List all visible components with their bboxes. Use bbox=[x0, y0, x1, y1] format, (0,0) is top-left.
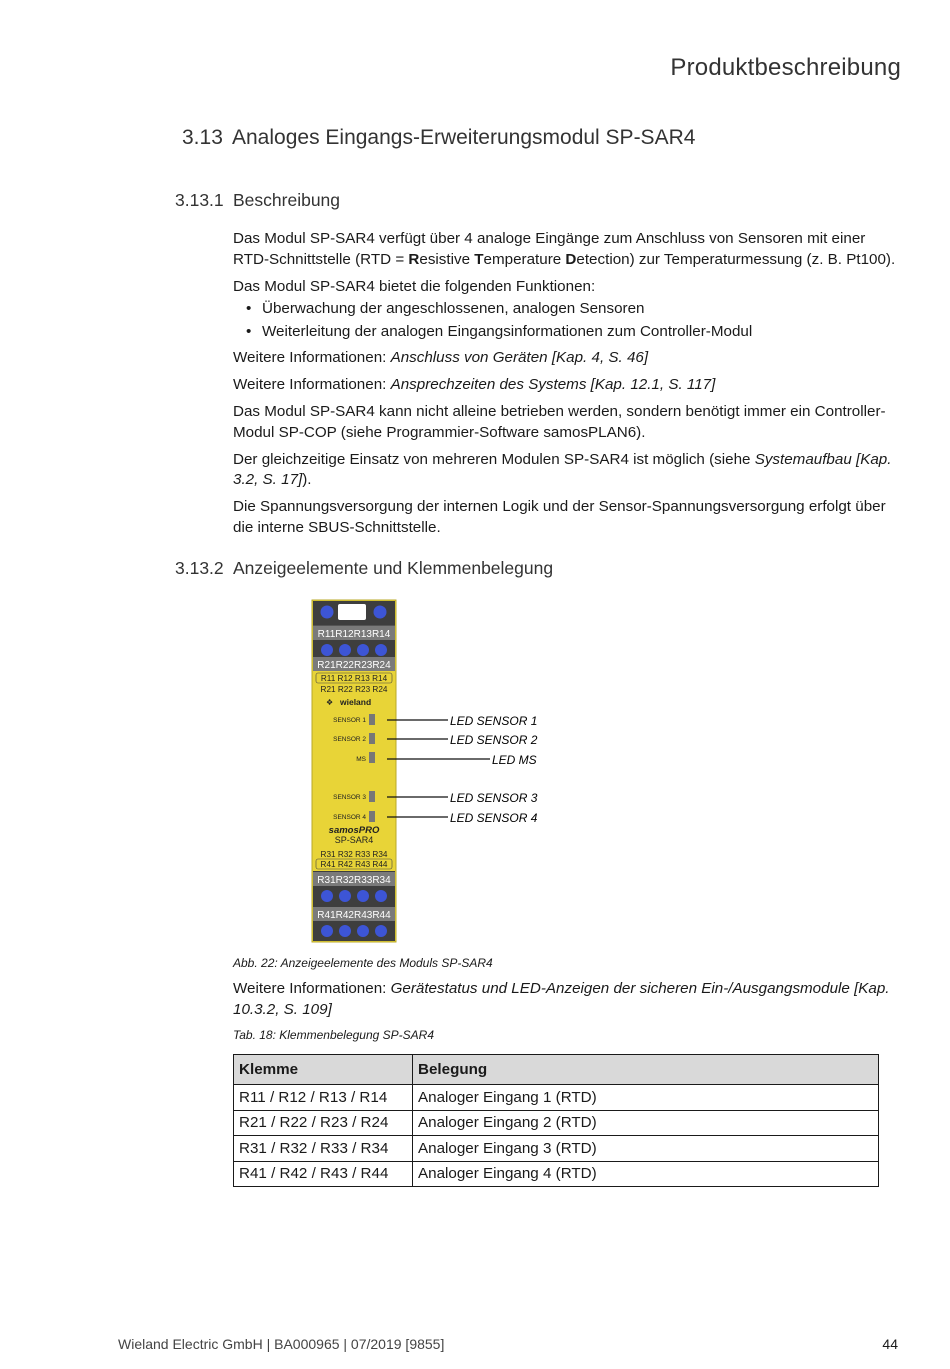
terminal-labels-top-1: R11R12R13R14 bbox=[317, 629, 391, 640]
screw-icon bbox=[321, 925, 333, 937]
cross-reference-link[interactable]: Systemaufbau [Kap. 3.2, S. 17] bbox=[233, 450, 892, 488]
led-ms bbox=[369, 752, 375, 763]
led-sensor-2 bbox=[369, 733, 375, 744]
wieland-connector-icon bbox=[338, 604, 366, 620]
screw-icon bbox=[374, 606, 387, 619]
subsection-number: 3.13.2 bbox=[175, 558, 224, 578]
section-number: 3.13 bbox=[182, 126, 223, 149]
table-cell: Analoger Eingang 1 (RTD) bbox=[413, 1085, 879, 1111]
paragraph-functions: Das Modul SP-SAR4 bietet die folgenden Funktionen: bbox=[233, 277, 596, 295]
led-sensor-4 bbox=[369, 811, 375, 822]
info-line-3: Weitere Informationen: Gerätestatus und LED-Anzeigen der sicheren Ein-/Ausgangsmodule [Kap. 10.3.2, S. 109] bbox=[233, 980, 890, 1018]
description-body bbox=[233, 229, 905, 545]
column-header: Belegung bbox=[413, 1055, 879, 1085]
print-label-r1: R11 R12 R13 R14 bbox=[320, 674, 388, 683]
info-line-2: Weitere Informationen: Ansprechzeiten des Systems [Kap. 12.1, S. 117] bbox=[233, 376, 716, 393]
table-cell: R31 / R32 / R33 / R34 bbox=[234, 1136, 413, 1162]
function-list bbox=[233, 299, 905, 342]
table-row bbox=[234, 1085, 879, 1111]
page-number: 44 bbox=[882, 1336, 898, 1352]
screw-icon bbox=[321, 606, 334, 619]
table-row bbox=[234, 1110, 879, 1136]
callout-led-sensor-3: LED SENSOR 3 bbox=[450, 791, 538, 805]
led-label: SENSOR 4 bbox=[333, 814, 366, 821]
table-row bbox=[234, 1136, 879, 1162]
screw-icon bbox=[375, 890, 387, 902]
terminal-labels-top-2: R21R22R23R24 bbox=[317, 660, 391, 671]
print-label-r2: R21 R22 R23 R24 bbox=[320, 685, 388, 694]
screw-icon bbox=[339, 925, 351, 937]
page-footer: Wieland Electric GmbH | BA000965 | 07/2019 [9855] bbox=[118, 1336, 445, 1352]
callout-led-sensor-2: LED SENSOR 2 bbox=[450, 733, 538, 747]
table-caption: Tab. 18: Klemmenbelegung SP-SAR4 bbox=[233, 1028, 435, 1042]
subsection-heading-2 bbox=[175, 558, 553, 579]
table-cell: Analoger Eingang 2 (RTD) bbox=[413, 1110, 879, 1136]
led-label: SENSOR 2 bbox=[333, 736, 366, 743]
screw-icon bbox=[375, 925, 387, 937]
cross-reference-link[interactable]: Ansprechzeiten des Systems [Kap. 12.1, S. 117] bbox=[390, 376, 716, 393]
paragraph-multiple: Der gleichzeitige Einsatz von mehreren Modulen SP-SAR4 ist möglich (siehe Systemaufbau [Kap. 3.2, S. 17]). bbox=[233, 450, 892, 488]
screw-icon bbox=[339, 890, 351, 902]
print-label-r4: R41 R42 R43 R44 bbox=[320, 860, 388, 869]
led-label: MS bbox=[356, 756, 366, 763]
page-header-title: Produktbeschreibung bbox=[670, 54, 901, 81]
led-sensor-1 bbox=[369, 714, 375, 725]
screw-icon bbox=[375, 644, 387, 656]
table-cell: Analoger Eingang 3 (RTD) bbox=[413, 1136, 879, 1162]
subsection-title: Anzeigeelemente und Klemmenbelegung bbox=[233, 558, 554, 578]
screw-icon bbox=[357, 890, 369, 902]
section-heading bbox=[182, 126, 695, 150]
screw-icon bbox=[321, 644, 333, 656]
table-cell: R21 / R22 / R23 / R24 bbox=[234, 1110, 413, 1136]
subsection-number: 3.13.1 bbox=[175, 190, 224, 210]
brand-label: wieland bbox=[340, 697, 372, 707]
screw-icon bbox=[321, 890, 333, 902]
cross-reference-link[interactable]: Gerätestatus und LED-Anzeigen der sicheren Ein-/Ausgangsmodule [Kap. 10.3.2, S. 109] bbox=[233, 980, 890, 1018]
callout-led-sensor-4: LED SENSOR 4 bbox=[450, 811, 538, 825]
table-row bbox=[234, 1161, 879, 1187]
callout-led-sensor-1: LED SENSOR 1 bbox=[450, 714, 538, 728]
wieland-logo-icon: ❖ bbox=[326, 698, 334, 707]
section-title: Analoges Eingangs-Erweiterungsmodul SP-SAR4 bbox=[232, 126, 696, 149]
subsection-heading-1 bbox=[175, 190, 340, 211]
screw-icon bbox=[357, 925, 369, 937]
subsection-title: Beschreibung bbox=[233, 190, 341, 210]
led-label: SENSOR 1 bbox=[333, 717, 366, 724]
product-brand: samosPRO bbox=[328, 825, 380, 836]
screw-icon bbox=[357, 644, 369, 656]
product-model: SP-SAR4 bbox=[334, 835, 374, 845]
list-item: • Überwachung der angeschlossenen, analogen Sensoren bbox=[233, 299, 905, 320]
cross-reference-link[interactable]: Anschluss von Geräten [Kap. 4, S. 46] bbox=[390, 349, 649, 366]
table-cell: R41 / R42 / R43 / R44 bbox=[234, 1161, 413, 1187]
paragraph-controller: Das Modul SP-SAR4 kann nicht alleine betrieben werden, sondern benötigt immer ein Controller-Modul SP-COP (siehe Programmier-Software samosPLAN6). bbox=[233, 403, 886, 441]
terminal-labels-bottom-2: R41R42R43R44 bbox=[317, 910, 391, 921]
terminal-labels-bottom-1: R31R32R33R34 bbox=[317, 875, 391, 886]
terminal-assignment-table bbox=[233, 1054, 879, 1187]
led-sensor-3 bbox=[369, 791, 375, 802]
list-item: • Weiterleitung der analogen Eingangsinformationen zum Controller-Modul bbox=[233, 322, 905, 343]
callout-led-ms: LED MS bbox=[492, 753, 537, 767]
table-cell: R11 / R12 / R13 / R14 bbox=[234, 1085, 413, 1111]
module-figure bbox=[300, 595, 560, 947]
paragraph-rtd: Das Modul SP-SAR4 verfügt über 4 analoge Eingänge zum Anschluss von Sensoren mit einer RTD-Schnittstelle (RTD = Resistive Temperature Detection) zur Temperaturmessung (z. B. Pt100). bbox=[233, 230, 896, 268]
column-header: Klemme bbox=[234, 1055, 413, 1085]
screw-icon bbox=[339, 644, 351, 656]
paragraph-power: Die Spannungsversorgung der internen Logik und der Sensor-Spannungsversorgung erfolgt über die interne SBUS-Schnittstelle. bbox=[233, 498, 886, 536]
info-line-1: Weitere Informationen: Anschluss von Geräten [Kap. 4, S. 46] bbox=[233, 349, 649, 366]
figure-caption: Abb. 22: Anzeigeelemente des Moduls SP-SAR4 bbox=[233, 956, 493, 970]
led-label: SENSOR 3 bbox=[333, 794, 366, 801]
table-header-row bbox=[234, 1055, 879, 1085]
print-label-r3: R31 R32 R33 R34 bbox=[320, 850, 388, 859]
table-cell: Analoger Eingang 4 (RTD) bbox=[413, 1161, 879, 1187]
